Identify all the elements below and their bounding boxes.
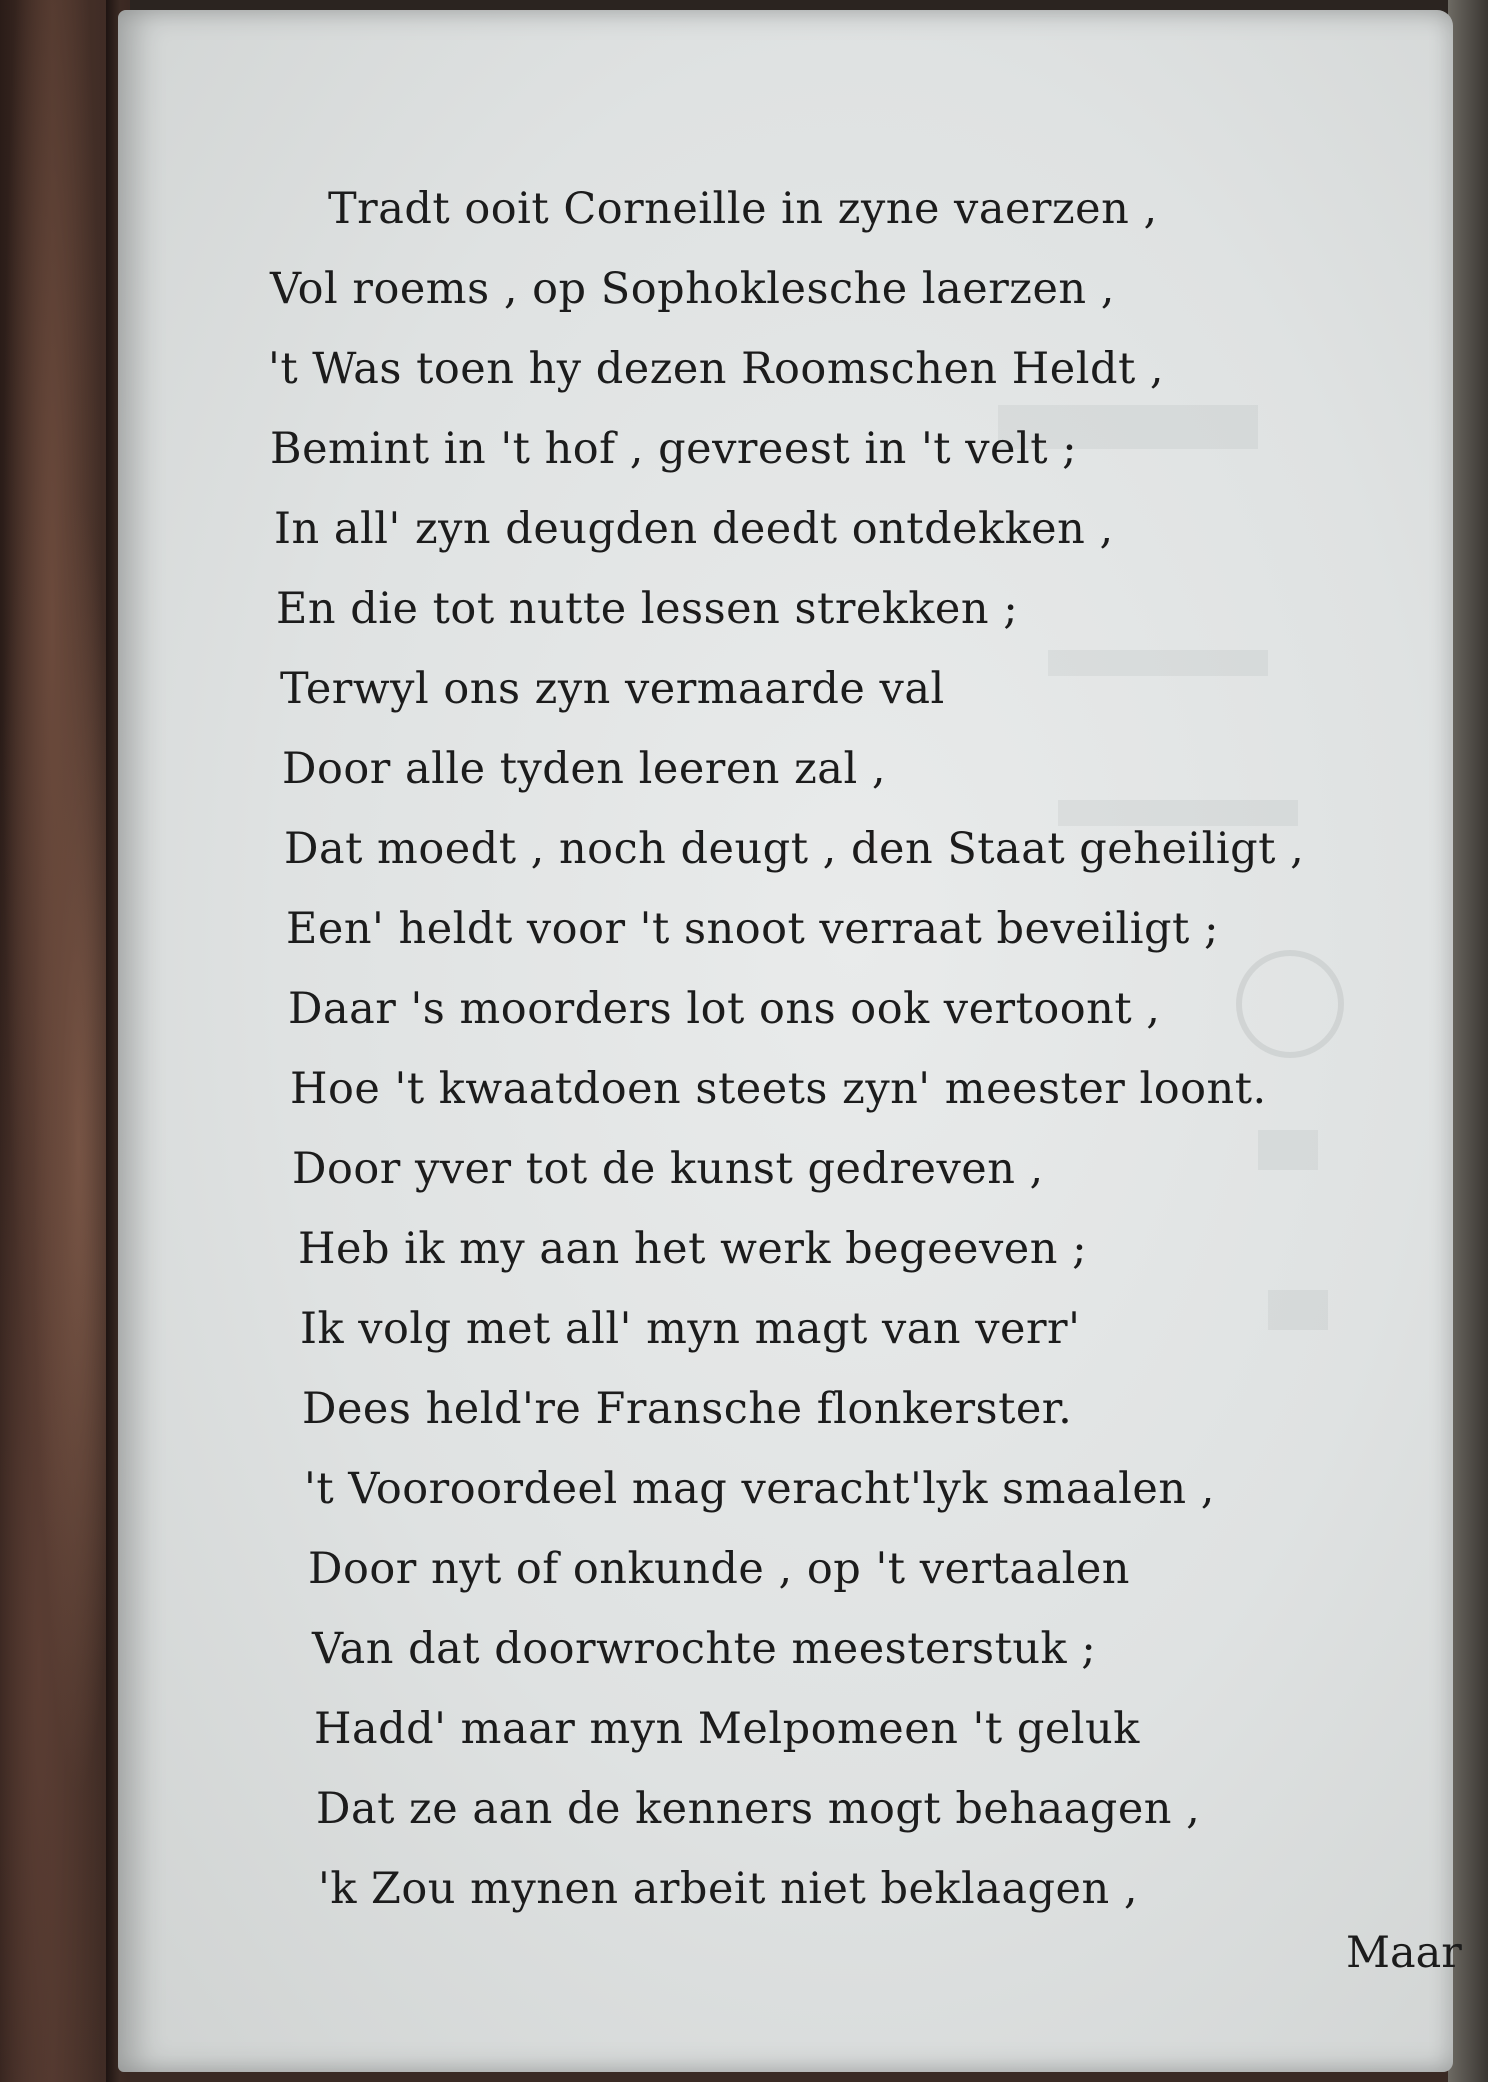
- catchword: Maar: [1346, 1928, 1462, 1978]
- poem-line: Terwyl ons zyn vermaarde val: [280, 664, 945, 714]
- poem-line: Bemint in 't hof , gevreest in 't velt ;: [270, 424, 1078, 474]
- poem-line: In all' zyn deugden deedt ontdekken ,: [274, 504, 1114, 554]
- poem-line: Dat ze aan de kenners mogt behaagen ,: [316, 1784, 1201, 1834]
- poem-line: Tradt ooit Corneille in zyne vaerzen ,: [328, 184, 1158, 234]
- poem-line: Hadd' maar myn Melpomeen 't geluk: [314, 1704, 1140, 1754]
- poem-line: 't Was toen hy dezen Roomschen Heldt ,: [268, 344, 1165, 394]
- poem-line: Een' heldt voor 't snoot verraat beveiligt ;: [286, 904, 1219, 954]
- poem-line: 't Vooroordeel mag veracht'lyk smaalen ,: [304, 1464, 1215, 1514]
- poem-line: Dees held're Fransche flonkerster.: [302, 1384, 1073, 1434]
- poem-line: Door yver tot de kunst gedreven ,: [292, 1144, 1044, 1194]
- poem-verse: [118, 10, 1453, 2072]
- poem-line: Hoe 't kwaatdoen steets zyn' meester loont.: [290, 1064, 1267, 1114]
- book-cover-left: [0, 0, 130, 2082]
- book-page: [118, 10, 1462, 2072]
- poem-line: Heb ik my aan het werk begeeven ;: [298, 1224, 1088, 1274]
- poem-line: Van dat doorwrochte meesterstuk ;: [312, 1624, 1097, 1674]
- poem-line: Dat moedt , noch deugt , den Staat geheiligt ,: [284, 824, 1305, 874]
- poem-line: Door alle tyden leeren zal ,: [282, 744, 887, 794]
- poem-line: En die tot nutte lessen strekken ;: [276, 584, 1019, 634]
- poem-line: 'k Zou mynen arbeit niet beklaagen ,: [318, 1864, 1139, 1914]
- poem-line: Door nyt of onkunde , op 't vertaalen: [308, 1544, 1130, 1594]
- poem-line: Ik volg met all' myn magt van verr': [300, 1304, 1081, 1354]
- poem-line: Daar 's moorders lot ons ook vertoont ,: [288, 984, 1161, 1034]
- book-cover-right: [1448, 0, 1488, 2082]
- poem-line: Vol roems , op Sophoklesche laerzen ,: [270, 264, 1115, 314]
